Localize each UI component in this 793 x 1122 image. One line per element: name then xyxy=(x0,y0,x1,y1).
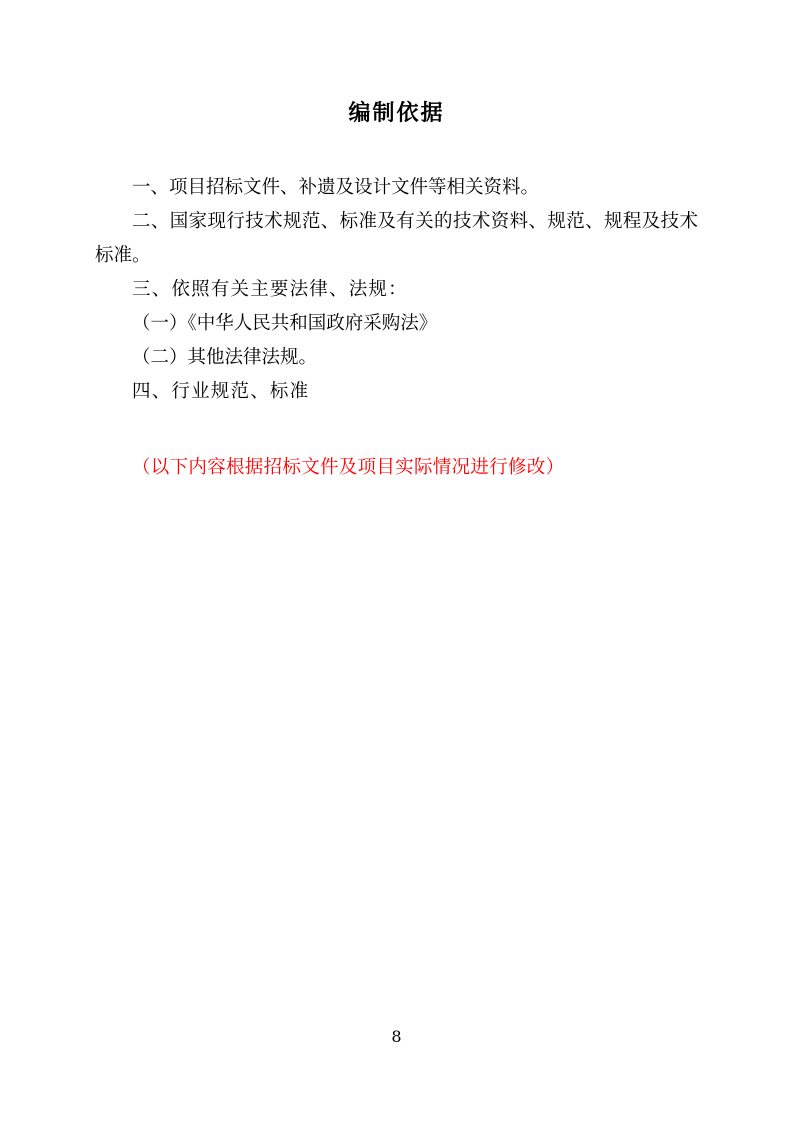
page-number: 8 xyxy=(391,1027,402,1046)
document-body xyxy=(95,171,698,409)
page-title: 编制依据 xyxy=(348,101,445,126)
paragraph-3: 三、依照有关主要法律、法规： xyxy=(132,279,408,300)
paragraph-4: （一）《中华人民共和国政府采购法》 xyxy=(132,313,438,334)
paragraph-6: 四、行业规范、标准 xyxy=(132,381,310,402)
paragraph-5: （二）其他法律法规。 xyxy=(132,347,318,368)
paragraph-2: 二、国家现行技术规范、标准及有关的技术资料、规范、规程及技术标准。 xyxy=(95,211,698,266)
editing-note: （以下内容根据招标文件及项目实际情况进行修改） xyxy=(132,457,565,478)
paragraph-1: 一、项目招标文件、补遗及设计文件等相关资料。 xyxy=(132,177,540,198)
